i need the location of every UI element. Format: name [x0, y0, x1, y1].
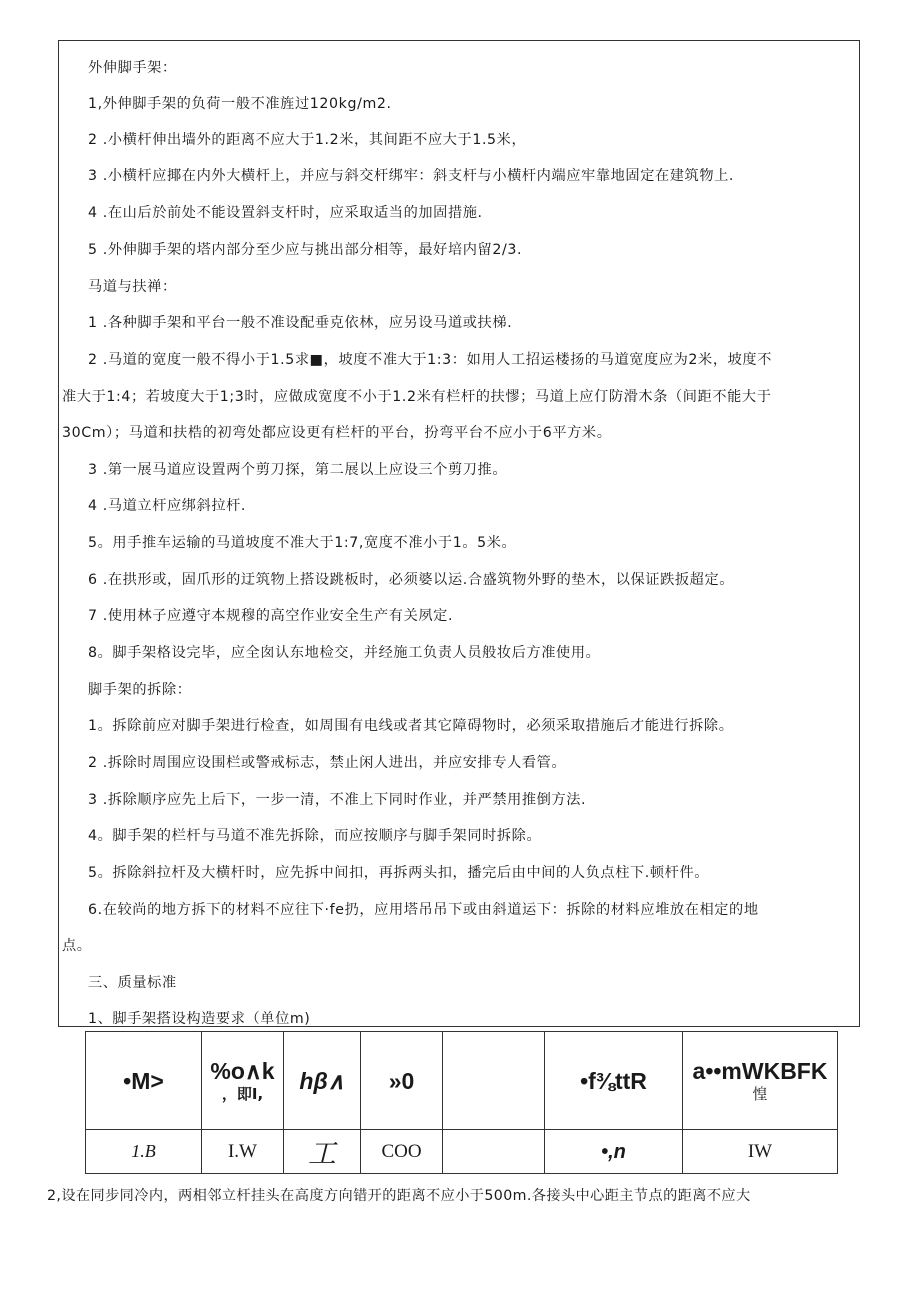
table-cell: IW: [683, 1130, 838, 1174]
section-heading-ramp: 马道与扶禅：: [88, 279, 177, 295]
scaffold-spec-table: [85, 1031, 838, 1174]
text-line: 4 .在山后於前处不能设置斜支杆时，应采取适当的加固措施.: [88, 205, 483, 221]
text-line: 点。: [62, 938, 92, 954]
text-line: 4 .马道立杆应绑斜拉杆.: [88, 498, 247, 514]
table-header-cell: [443, 1032, 545, 1130]
text-line: 1,外伸脚手架的负荷一般不准旌过120kg/m2.: [88, 96, 392, 112]
section-heading-dismantle: 脚手架的拆除：: [88, 682, 192, 698]
text-line: 准大于1:4；若坡度大于1;3时，应做成宽度不小于1.2米有栏杆的扶憀；马道上应仃防滑木条（间距不能大于: [62, 389, 772, 405]
table-cell: 1.B: [86, 1130, 202, 1174]
table-caption: 1、脚手架搭设构造要求（单位m): [88, 1011, 311, 1027]
table-cell: 工: [284, 1130, 361, 1174]
table-cell: [443, 1130, 545, 1174]
text-line: 5。用手推车运输的马道坡度不准大于1:7,宽度不准小于1。5米。: [88, 535, 517, 551]
table-header-cell: %o∧k ，即I,: [202, 1032, 284, 1130]
table-header-cell: a••mWKBFK 惶: [683, 1032, 838, 1130]
text-line: 3 .小横杆应揶在内外大横杆上，并应与斜交杆绑牢：斜支杆与小横杆内端应牢靠地固定在建筑物上.: [88, 168, 735, 184]
text-line: 3 .拆除顺序应先上后下，一步一清，不准上下同时作业，并严禁用推倒方法.: [88, 792, 587, 808]
table-cell: •,n: [545, 1130, 683, 1174]
text-line: 2 .小横杆伸出墙外的距离不应大于1.2米，其间距不应大于1.5米，: [88, 132, 527, 148]
text-line: 5。拆除斜拉杆及大横杆时，应先拆中间扣，再拆两头扣，播完后由中间的人负点柱下.顿杆件。: [88, 865, 710, 881]
text-line: 1 .各种脚手架和平台一般不准设配垂克依林，应另设马道或扶梯.: [88, 315, 513, 331]
table-header-row: [86, 1032, 838, 1130]
table-header-cell: •f⅜ttR: [545, 1032, 683, 1130]
table-row: [86, 1130, 838, 1174]
section-heading-quality: 三、质量标准: [88, 975, 177, 991]
table-cell: COO: [361, 1130, 443, 1174]
text-line: 8。脚手架格设完毕，应全囱认东地检交，并经施工负责人员般妆后方准使用。: [88, 645, 601, 661]
table-header-cell: »0: [361, 1032, 443, 1130]
text-line: 2 .马道的宽度一般不得小于1.5求■，坡度不准大于1:3：如用人工招运楼扬的马道宽度应为2米，坡度不: [88, 352, 772, 368]
table-header-cell: hβ∧: [284, 1032, 361, 1130]
text-line: 4。脚手架的栏杆与马道不准先拆除，而应按顺序与脚手架同时拆除。: [88, 828, 542, 844]
text-line: 2 .拆除时周围应设围栏或警戒标志，禁止闲人进出，并应安排专人看管。: [88, 755, 567, 771]
text-line: 3 .第一展马道应设置两个剪刀探，第二展以上应设三个剪刀推。: [88, 462, 508, 478]
text-line: 5 .外伸脚手架的塔内部分至少应与挑出部分相等，最好培内留2/3.: [88, 242, 523, 258]
text-line-after-table: 2,设在同步同冷内，两相邻立杆挂头在高度方向错开的距离不应小于500m.各接头中心距主节点的距离不应大: [47, 1188, 751, 1204]
text-line: 30Cm）；马道和扶梏的初弯处都应设更有栏杆的平台，扮弯平台不应小于6平方米。: [62, 425, 612, 441]
text-line: 6 .在拱形或，固爪形的迂筑物上搭设跳板时，必须婆以运.合盛筑物外野的垫木，以保证跌扳超定。: [88, 572, 735, 588]
table-cell: I.W: [202, 1130, 284, 1174]
section-heading-outrigger: 外伸脚手架：: [88, 60, 177, 76]
text-line: 6.在较尚的地方拆下的材料不应往下·fe扔，应用塔吊吊下或由斜道运下：拆除的材料应堆放在相定的地: [88, 902, 759, 918]
table-header-cell: •M>: [86, 1032, 202, 1130]
text-line: 7 .使用林子应遵守本规穆的高空作业安全生产有关夙定.: [88, 608, 454, 624]
text-line: 1。拆除前应对脚手架进行检查，如周围有电线或者其它障碍物时，必须采取措施后才能进行拆除。: [88, 718, 734, 734]
